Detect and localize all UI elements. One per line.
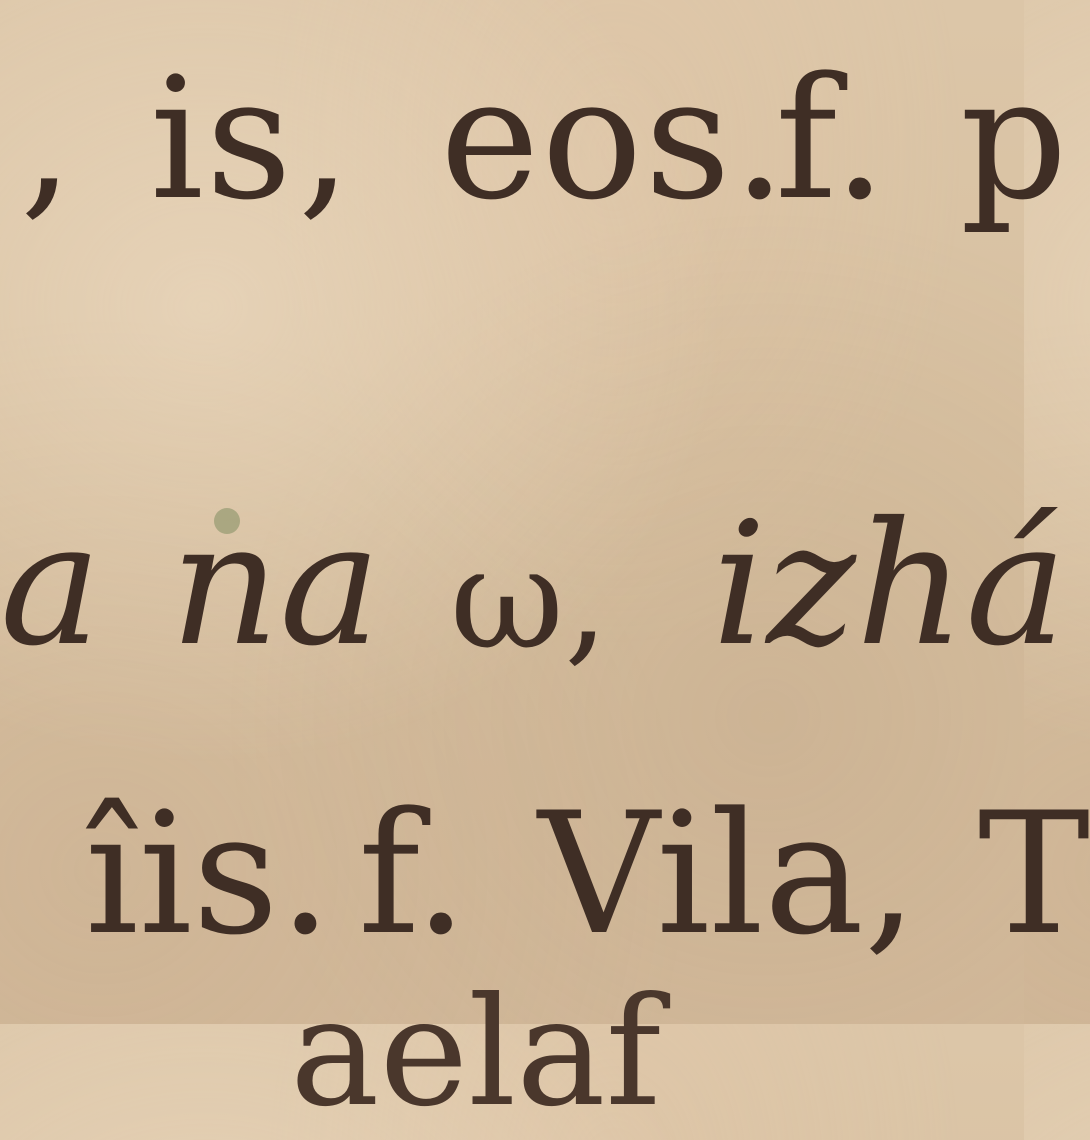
word: ,: [298, 41, 354, 237]
word: Vila,: [538, 776, 918, 972]
word: T: [978, 776, 1090, 972]
word: eos.: [440, 41, 789, 237]
word: f.: [775, 41, 889, 237]
word: ,: [20, 41, 76, 237]
word: p: [960, 41, 1070, 237]
word: izhá: [712, 486, 1067, 684]
word: is: [150, 41, 294, 237]
word: ω,: [450, 518, 609, 681]
word: a: [0, 486, 102, 684]
word: îis.: [85, 776, 333, 972]
word-fragment: aelaf: [290, 966, 662, 1140]
word: f.: [358, 776, 468, 972]
word: na: [170, 486, 381, 684]
